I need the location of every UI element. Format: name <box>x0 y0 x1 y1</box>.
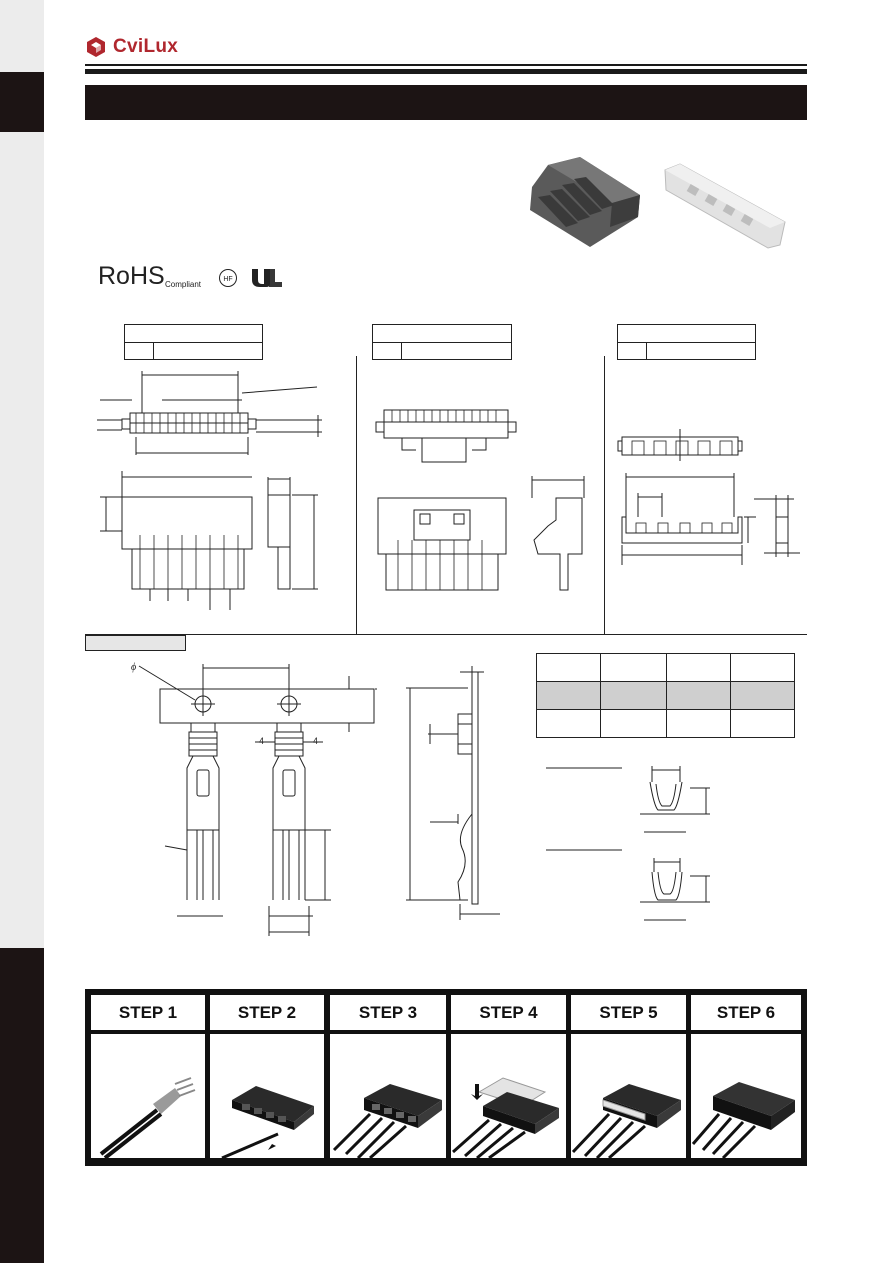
step-1-label: STEP 1 <box>91 995 205 1030</box>
step-3-image <box>330 1034 446 1158</box>
cover-drawing <box>614 425 809 575</box>
cover-photo <box>660 160 790 252</box>
brand-name: CviLux <box>113 36 179 57</box>
section-divider <box>356 356 357 634</box>
svg-text:HF: HF <box>223 276 233 283</box>
section-divider <box>604 356 605 634</box>
step-2-image <box>210 1034 324 1158</box>
wire-crimp-icon <box>91 1034 205 1158</box>
housing-wired-icon <box>330 1034 446 1158</box>
title-bar <box>85 85 807 120</box>
assembly-drawing <box>368 400 598 595</box>
header-rule <box>85 64 807 66</box>
cvilux-mark-icon <box>85 36 107 58</box>
section-divider-horizontal <box>85 634 807 635</box>
cover-spec-header <box>617 324 756 360</box>
svg-text:4: 4 <box>259 736 265 746</box>
step-4-label: STEP 4 <box>451 995 566 1030</box>
spec-table <box>536 653 795 738</box>
housing-drawing <box>92 365 332 610</box>
step-6-label: STEP 6 <box>691 995 801 1030</box>
side-tab-bottom <box>0 948 44 1263</box>
step-1-image <box>91 1034 205 1158</box>
crimp-section-diagrams <box>540 760 730 930</box>
step-5-image <box>571 1034 686 1158</box>
cover-attached-icon <box>571 1034 686 1158</box>
terminal-drawing <box>125 656 385 942</box>
brand-logo <box>85 34 178 60</box>
terminal-section-label <box>85 635 186 651</box>
step-3-label: STEP 3 <box>330 995 446 1030</box>
rohs-mark: RoHS <box>98 262 165 290</box>
rohs-compliant-label: Compliant <box>165 280 202 289</box>
housing-spec-header <box>124 324 263 360</box>
terminal-side-drawing <box>400 664 510 924</box>
assembly-steps <box>85 989 807 1166</box>
step-2-label: STEP 2 <box>210 995 324 1030</box>
halogen-free-icon <box>218 268 238 288</box>
svg-text:4: 4 <box>313 736 319 746</box>
svg-text:ϕ: ϕ <box>131 662 137 673</box>
step-6-image <box>691 1034 801 1158</box>
step-4-image <box>451 1034 566 1158</box>
table-row <box>537 682 795 710</box>
ul-recognized-icon <box>250 266 284 288</box>
table-row <box>537 710 795 738</box>
cover-insert-icon <box>451 1034 566 1158</box>
table-row <box>537 654 795 682</box>
housing-insert-icon <box>210 1034 324 1158</box>
side-tab-top <box>0 72 44 132</box>
housing-photo <box>520 155 650 250</box>
assembled-connector-icon <box>691 1034 801 1158</box>
step-5-label: STEP 5 <box>571 995 686 1030</box>
header-rule-thick <box>85 69 807 74</box>
assembly-spec-header <box>372 324 512 360</box>
